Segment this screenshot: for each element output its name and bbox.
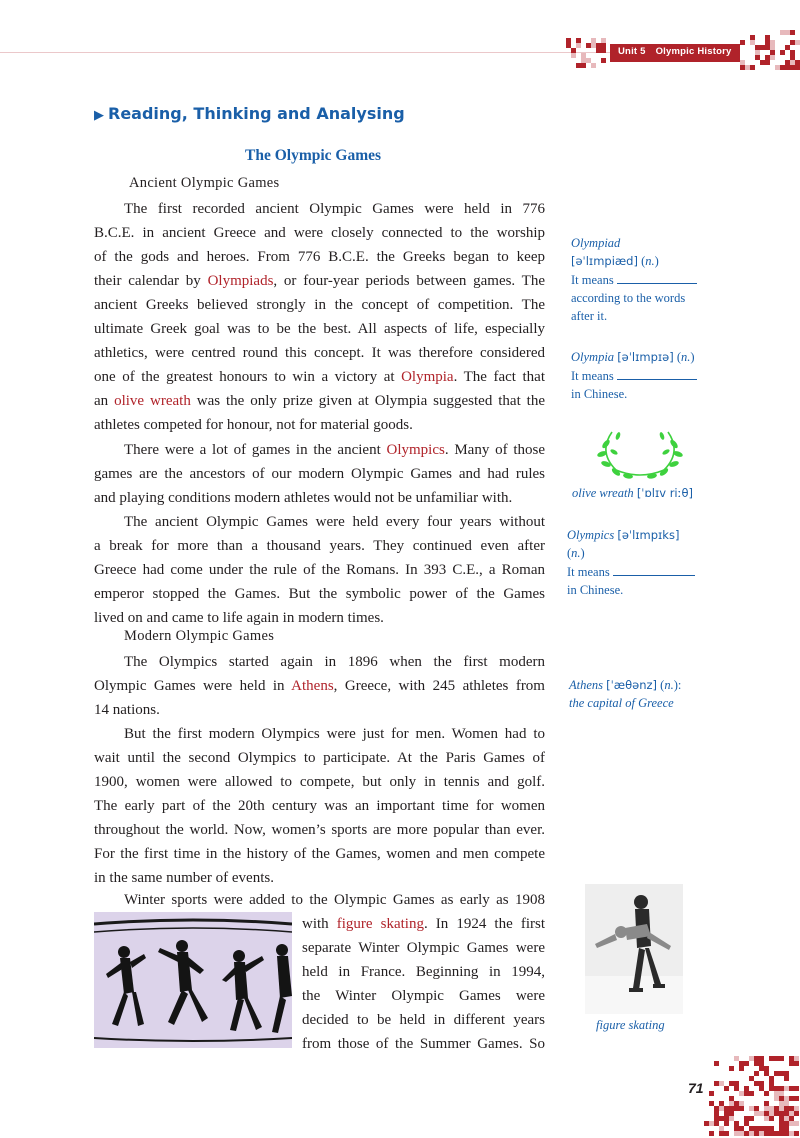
pixel-tile: [794, 1121, 799, 1126]
header-rule: [0, 52, 610, 53]
pixel-tile: [769, 1116, 774, 1121]
note-term: Olympia: [571, 350, 615, 364]
pixel-tile: [744, 1061, 749, 1066]
text-line: The early part of the 20th century was an important time for women: [94, 798, 545, 814]
text-line: with figure skating. In 1924 the first: [302, 916, 545, 932]
note-olive-wreath: olive wreath [ˈɒlɪv riːθ]: [572, 486, 694, 500]
pixel-tile: [749, 1091, 754, 1096]
pixel-tile: [764, 1091, 769, 1096]
text-line: wait until the second Olympics to participate. At the Paris Games of: [94, 750, 545, 766]
article-title: The Olympic Games: [245, 147, 382, 164]
note-olympics: Olympics [əˈlɪmpɪks] (n.) It means in Chinese.: [567, 526, 695, 599]
pixel-tile: [601, 58, 606, 63]
text-line: The Olympics started again in 1896 when the first modern: [124, 654, 545, 670]
note-term: Athens: [569, 678, 604, 692]
fill-in-blank[interactable]: [613, 562, 695, 576]
pixel-tile: [739, 1066, 744, 1071]
text-line: Olympic Games were held in Athens, Greece, with 245 athletes from: [94, 678, 545, 694]
pixel-tile: [794, 1086, 799, 1091]
text-line: the Winter Olympic Games were: [302, 988, 545, 1004]
subheading-modern: Modern Olympic Games: [124, 628, 275, 644]
greek-vase-athletes-image: [94, 912, 292, 1048]
text-line: There were a lot of games in the ancient Olympics. Many of those: [124, 442, 546, 458]
pixel-tile: [709, 1091, 714, 1096]
section-heading-text: Reading, Thinking and Analysing: [108, 104, 405, 123]
text-line: Greece had come under the rule of the Romans. In 393 C.E., a Roman: [94, 562, 545, 578]
figure-skating-caption: figure skating: [596, 1018, 665, 1032]
note-term: Olympics: [567, 528, 615, 542]
keyword-olympiads: Olympiads: [207, 273, 274, 289]
text-line: 14 nations.: [94, 702, 160, 718]
keyword-olympia: Olympia: [401, 369, 454, 385]
text-line: their calendar by Olympiads, or four-year periods between games. The: [94, 273, 545, 289]
text-line: held in France. Beginning in 1994,: [302, 964, 545, 980]
note-term: Olympiad: [571, 236, 621, 250]
pixel-tile: [750, 65, 755, 70]
note-olympiad: Olympiad [əˈlɪmpiæd] (n.) It means according to the words after it.: [571, 234, 697, 325]
pixel-tile: [601, 48, 606, 53]
pixel-tile: [794, 1096, 799, 1101]
pixel-tile: [724, 1131, 729, 1136]
pixel-tile: [754, 1071, 759, 1076]
page-number: 71: [688, 1080, 704, 1096]
pixel-tile: [794, 1131, 799, 1136]
pixel-tile: [790, 30, 795, 35]
text-line: The first recorded ancient Olympic Games were held in 776: [124, 201, 545, 217]
text-line: athletes competed for honour, not for material goods.: [94, 417, 413, 433]
figure-skating-photo: [585, 884, 683, 1014]
pixel-tile: [794, 1061, 799, 1066]
pixel-tile: [709, 1131, 714, 1136]
pixel-tile: [780, 50, 785, 55]
pixel-tile: [779, 1056, 784, 1061]
subheading-ancient: Ancient Olympic Games: [129, 175, 280, 191]
text-line: The ancient Olympic Games were held every four years without: [124, 514, 545, 530]
keyword-olive-wreath: olive wreath: [114, 393, 191, 409]
pixel-tile: [581, 63, 586, 68]
text-line: throughout the world. Now, women’s sports are more popular than ever.: [94, 822, 545, 838]
text-line: B.C.E. in ancient Greece and were closely connected to the worship: [94, 225, 545, 241]
keyword-athens: Athens: [291, 678, 334, 694]
fill-in-blank[interactable]: [617, 366, 697, 380]
pixel-tile: [749, 1116, 754, 1121]
keyword-figure-skating: figure skating: [336, 916, 424, 932]
note-olympia: Olympia [əˈlɪmpɪə] (n.) It means in Chinese.: [571, 348, 697, 403]
olive-wreath-icon: [592, 422, 688, 480]
text-line: a break for more than a thousand years. They continued even after: [94, 538, 545, 554]
unit-tab-label: [618, 46, 731, 57]
pixel-tile: [724, 1086, 729, 1091]
text-line: athletics, were centred round this concept. It was therefore considered: [94, 345, 545, 361]
text-line: separate Winter Olympic Games were: [302, 940, 545, 956]
unit-title: Olympic History: [655, 46, 732, 57]
text-line: of the gods and heroes. From 776 B.C.E. the Greeks began to keep: [94, 249, 545, 265]
note-term: olive wreath: [572, 486, 634, 500]
text-line: 1900, women were allowed to compete, but only in tennis and golf.: [94, 774, 545, 790]
pixel-tile: [714, 1061, 719, 1066]
fill-in-blank[interactable]: [617, 270, 697, 284]
pixel-tile: [571, 53, 576, 58]
pixel-tile: [794, 1111, 799, 1116]
text-line: in the same number of events.: [94, 870, 274, 886]
text-line: emperor stopped the Games. But the symbolic power of the Games: [94, 586, 545, 602]
text-line: lived on and came to life again in modern times.: [94, 610, 384, 626]
triangle-bullet-icon: ▶: [94, 108, 104, 123]
pixel-tile: [765, 60, 770, 65]
pixel-tile: [740, 40, 745, 45]
text-line: For the first time in the history of the Games, women and men compete: [94, 846, 545, 862]
text-line: But the first modern Olympics were just for men. Women had to: [124, 726, 545, 742]
pixel-tile: [739, 1106, 744, 1111]
pixel-tile: [784, 1076, 789, 1081]
pixel-tile: [770, 55, 775, 60]
text-line: from those of the Summer Games. So: [302, 1036, 545, 1052]
unit-number: Unit 5: [618, 46, 646, 57]
pixel-tile: [591, 63, 596, 68]
pixel-tile: [576, 43, 581, 48]
text-line: one of the greatest honours to win a victory at Olympia. The fact that: [94, 369, 545, 385]
text-line: Winter sports were added to the Olympic Games as early as 1908: [124, 892, 545, 908]
text-line: decided to be held in different years: [302, 1012, 545, 1028]
text-line: and playing conditions modern athletes would not be unfamiliar with.: [94, 490, 513, 506]
pixel-tile: [795, 65, 800, 70]
pixel-tile: [729, 1066, 734, 1071]
keyword-olympics: Olympics: [386, 442, 445, 458]
text-line: ultimate Greek goal was to be the best. All aspects of life, especially: [94, 321, 545, 337]
text-line: ancient Greeks believed strongly in the concept of competition. The: [94, 297, 545, 313]
section-heading: [94, 104, 405, 123]
pixel-tile: [724, 1121, 729, 1126]
text-line: an olive wreath was the only prize given at Olympia suggested that the: [94, 393, 545, 409]
text-line: games are the ancestors of our modern Olympic Games and had rules: [94, 466, 545, 482]
pixel-tile: [795, 40, 800, 45]
note-athens: Athens [ˈæθənz] (n.): the capital of Greece: [569, 678, 682, 710]
